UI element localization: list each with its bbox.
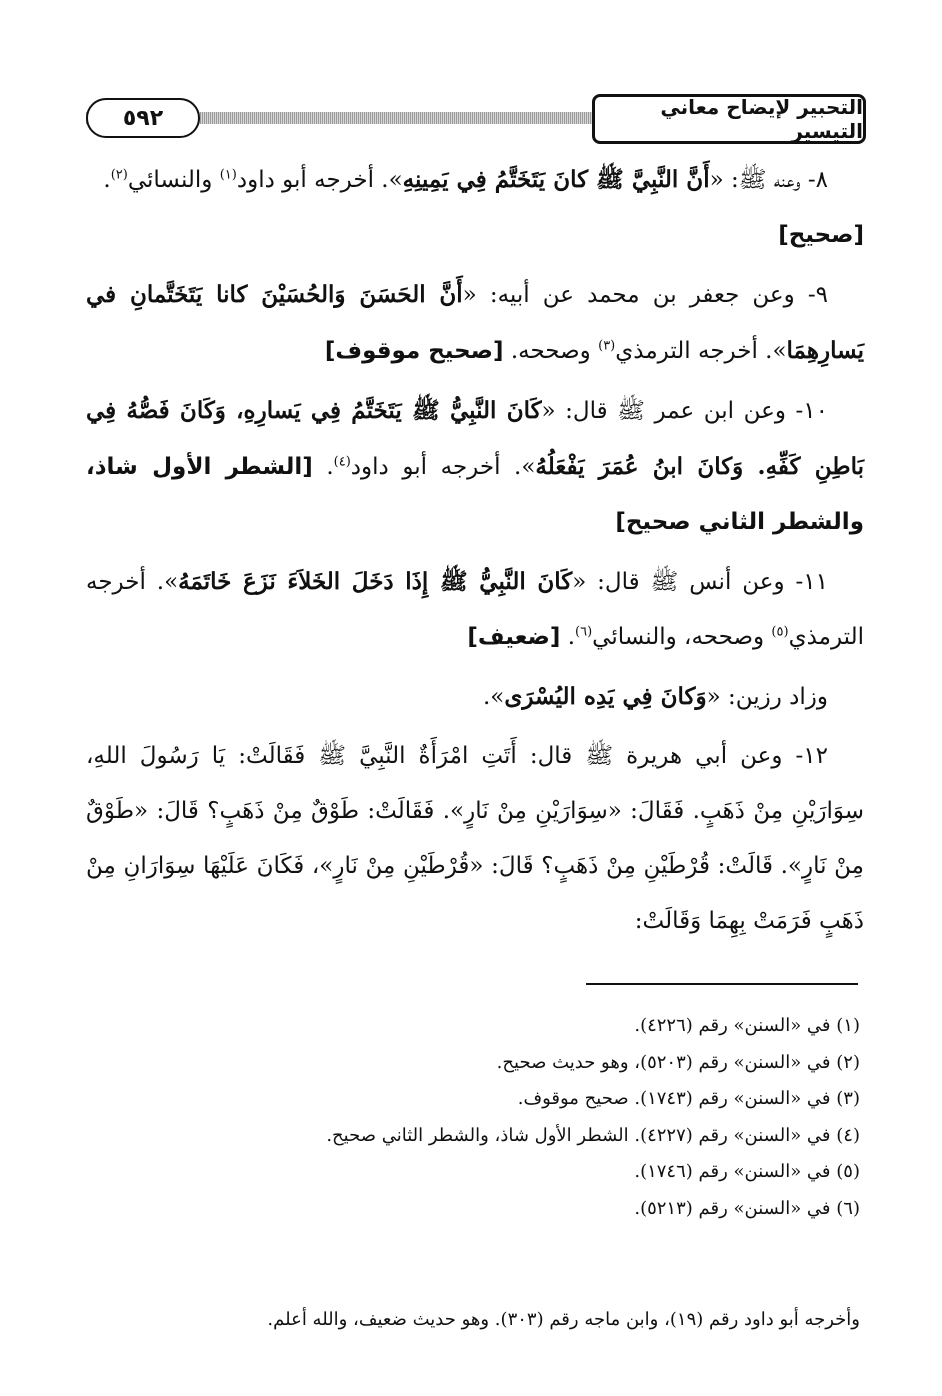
hadith-intro: ١٠- وعن ابن عمر ﷺ قال: « — [541, 398, 828, 424]
hadith-grade: [ضعيف] — [467, 624, 561, 650]
hadith-source-cont: وصححه، والنسائي — [592, 624, 772, 650]
hadith-10 — [86, 383, 864, 550]
hadith-11 — [86, 554, 864, 665]
hadith-source-cont: والنسائي — [127, 167, 220, 193]
hadith-8 — [86, 152, 864, 263]
hadith-intro: ٩- وعن جعفر بن محمد عن أبيه: « — [462, 282, 828, 308]
footnote-5: (٥) في «السنن» رقم (١٧٤٦). — [634, 1161, 860, 1182]
hadith-quote: أَنَّ الحَسَنَ وَالحُسَيْنَ كانا يَتَخَتَّمانِ في يَسارِهِمَا — [86, 281, 864, 364]
footnote-6: (٦) في «السنن» رقم (٥٢١٣). — [634, 1197, 860, 1219]
hadith-grade: [صحيح] — [778, 222, 864, 248]
footnote-4: (٤) في «السنن» رقم (٤٢٢٧). الشطر الأول شاذ، والشطر الثاني صحيح. — [326, 1124, 860, 1146]
book-title: التحبير لإيضاح معاني التيسير — [592, 94, 866, 144]
hadith-end: . — [103, 167, 111, 193]
page-number: ٥٩٢ — [86, 98, 200, 138]
main-text — [86, 152, 864, 953]
footnote-divider — [586, 983, 858, 985]
extra-note: وأخرجه أبو داود رقم (١٩)، وابن ماجه رقم (٣٠٣). وهو حديث ضعيف، والله أعلم. — [267, 1309, 860, 1330]
hadith-end: وصححه. — [510, 338, 599, 364]
hadith-12: ١٢- وعن أبي هريرة ﷺ قال: أَتَتِ امْرَأَةٌ النَّبِيَّ ﷺ فَقَالَتْ: يَا رَسُولَ اللهِ، سِوَارَيْنِ مِنْ ذَهَبٍ. فَقَالَ: «سِوَارَيْنِ مِنْ نَارٍ». فَقَالَتْ: طَوْقٌ مِنْ ذَهَبٍ؟ قَالَ: «طَوْقٌ مِنْ نَارٍ». قَالَتْ: قُرْطَيْنِ مِنْ ذَهَبٍ؟ قَالَ: «قُرْطَيْنِ مِنْ نَارٍ»، فَكَانَ عَلَيْهَا سِوَارَانِ مِنْ ذَهَبٍ فَرَمَتْ بِهِمَا وَقَالَتْ: — [86, 743, 864, 934]
footnote-ref[interactable]: (١) — [219, 167, 237, 183]
hadith-intro: ١١- وعن أنس ﷺ قال: « — [572, 569, 828, 595]
hadith-9 — [86, 267, 864, 379]
footnote-2: (٢) في «السنن» رقم (٥٢٠٣)، وهو حديث صحيح. — [496, 1051, 860, 1073]
hadith-end: . — [326, 454, 334, 480]
footnote-ref[interactable]: (٦) — [575, 624, 593, 640]
footnote-ref[interactable]: (٤) — [333, 454, 351, 470]
hadith-source: ». أخرجه الترمذي — [86, 569, 864, 650]
hadith-grade: [صحيح موقوف] — [324, 338, 504, 364]
hadith-source: ». أخرجه الترمذي — [615, 338, 787, 364]
razin-addition — [86, 669, 864, 725]
footnote-1: (١) في «السنن» رقم (٤٢٢٦). — [634, 1015, 860, 1036]
addition-quote: وَكانَ فِي يَدِه اليُسْرَى — [504, 683, 707, 710]
hadith-quote: كَانَ النَّبِيُّ ﷺ إِذَا دَخَلَ الخَلاَءَ نَزَعَ خَاتَمَهُ — [178, 568, 573, 595]
footnote-ref[interactable]: (٣) — [598, 338, 616, 354]
hadith-quote: كَانَ النَّبِيُّ ﷺ يَتَخَتَّمُ فِي يَسارِهِ، وَكَانَ فَصُّهُ فِي بَاطِنِ كَفِّهِ. وَكانَ ابنُ عُمَرَ يَفْعَلُهُ — [86, 397, 864, 480]
hadith-quote: أَنَّ النَّبِيَّ ﷺ كانَ يَتَخَتَّمُ فِي يَمِينِهِ — [402, 166, 710, 193]
hadith-end: . — [567, 624, 576, 650]
addition-intro: وزاد رزين: « — [706, 684, 828, 710]
footnote-3: (٣) في «السنن» رقم (١٧٤٣). صحيح موقوف. — [517, 1088, 860, 1109]
footnotes — [86, 1008, 860, 1227]
hadith-source: ». أخرجه أبو داود — [236, 167, 403, 193]
hadith-intro: ٨- وعنه ﷺ: « — [709, 167, 828, 193]
page-header — [86, 92, 866, 148]
hadith-source: ». أخرجه أبو داود — [350, 454, 536, 480]
addition-end: ». — [482, 684, 505, 710]
hadith-grade: [الشطر الأول شاذ، والشطر الثاني صحيح] — [86, 454, 864, 535]
footnote-ref[interactable]: (٥) — [771, 624, 789, 640]
footnote-ref[interactable]: (٢) — [110, 167, 128, 183]
